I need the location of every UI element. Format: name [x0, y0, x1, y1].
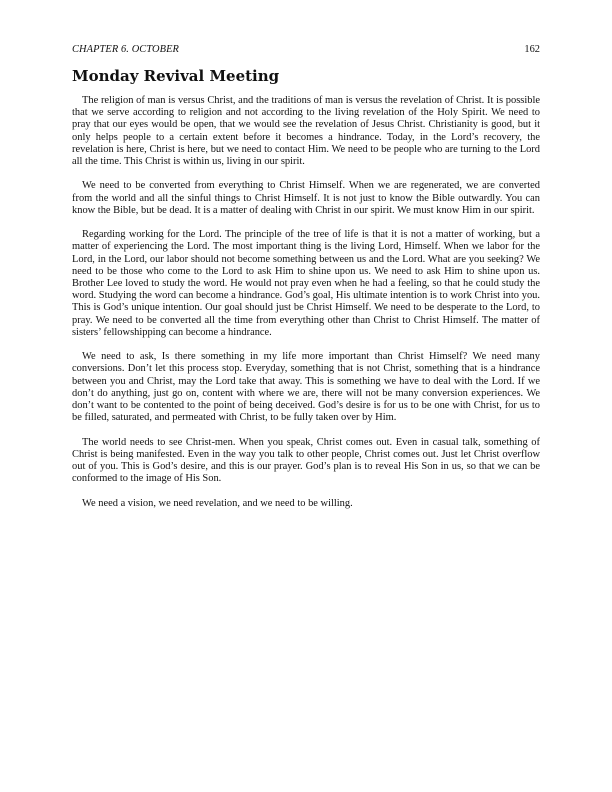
paragraph: We need a vision, we need revelation, and we need to be willing.: [82, 497, 353, 509]
paragraph: We need to ask, Is there something in my life more important than Christ Himself? We need many conversions. Don’t let this process stop. Everyday, something that is not Christ, something that is a hindrance between you and Christ, may the Lord take that away. This is something we have to deal with the Lord. If we don’t do anything, just go on, content with where we are, there will not be many conversion experiences. We don’t want to be contented to the point of being deceived. God’s desire is for us to be one with Christ, for us to be filled, saturated, and permeated with Christ, to be fully taken over by Him.: [72, 351, 540, 424]
paragraph: The world needs to see Christ-men. When you speak, Christ comes out. Even in casual talk, something of Christ is being manifested. Even in the way you talk to other people, Christ comes out. Just let Christ overflow out of you. This is God’s desire, and this is our prayer. God’s plan is to reveal His Son in us, so that we can be conformed to the image of His Son.: [72, 436, 540, 485]
paragraph: The religion of man is versus Christ, and the traditions of man is versus the revelation of Christ. It is possible that we serve according to religion and not according to the living revelation of the Holy Spirit. We need to pray that our eyes would be open, that we would see the revelation of Jesus Christ. Christianity is good, but it only helps people to a certain extent before it becomes a hindrance. Today, in the Lord’s recovery, the revelation is here, Christ is here, but we need to contact Him. We need to be people who are turning to the Lord all the time. This Christ is within us, living in our spirit.: [72, 95, 540, 168]
section-title: Monday Revival Meeting: [72, 67, 280, 85]
page-number: 162: [524, 44, 540, 55]
paragraph: Regarding working for the Lord. The principle of the tree of life is that it is not a matter of working, but a matter of experiencing the Lord. The most important thing is the living Lord, Himself. When we labor for the Lord, in the Lord, our labor should not become something between us and the Lord. What are you seeking? We need to be those who come to the Lord to ask Him to shine upon us. We need to ask Him to shine upon us. Brother Lee loved to study the word. He would not pray even when he had a feeling, so that he could study the word. Studying the word can become a hindrance. God’s goal, His ultimate intention is to work Christ into you. This is God’s unique intention. Our goal should just be Christ Himself. We need to be desperate to the Lord, to pray. We need to be converted all the time from everything other than Christ to Christ Himself. The matter of sisters’ fellowshipping can become a hindrance.: [72, 229, 540, 338]
paragraph: We need to be converted from everything to Christ Himself. When we are regenerated, we are converted from the world and all the sinful things to Christ Himself. It is not just to know the Bible outwardly. You can know the Bible, but be dead. It is a matter of dealing with Christ in our spirit. We must know Him in our spirit.: [72, 180, 540, 216]
chapter-heading: CHAPTER 6. OCTOBER: [72, 44, 179, 55]
body-text: [72, 95, 540, 522]
running-header: [72, 44, 540, 56]
